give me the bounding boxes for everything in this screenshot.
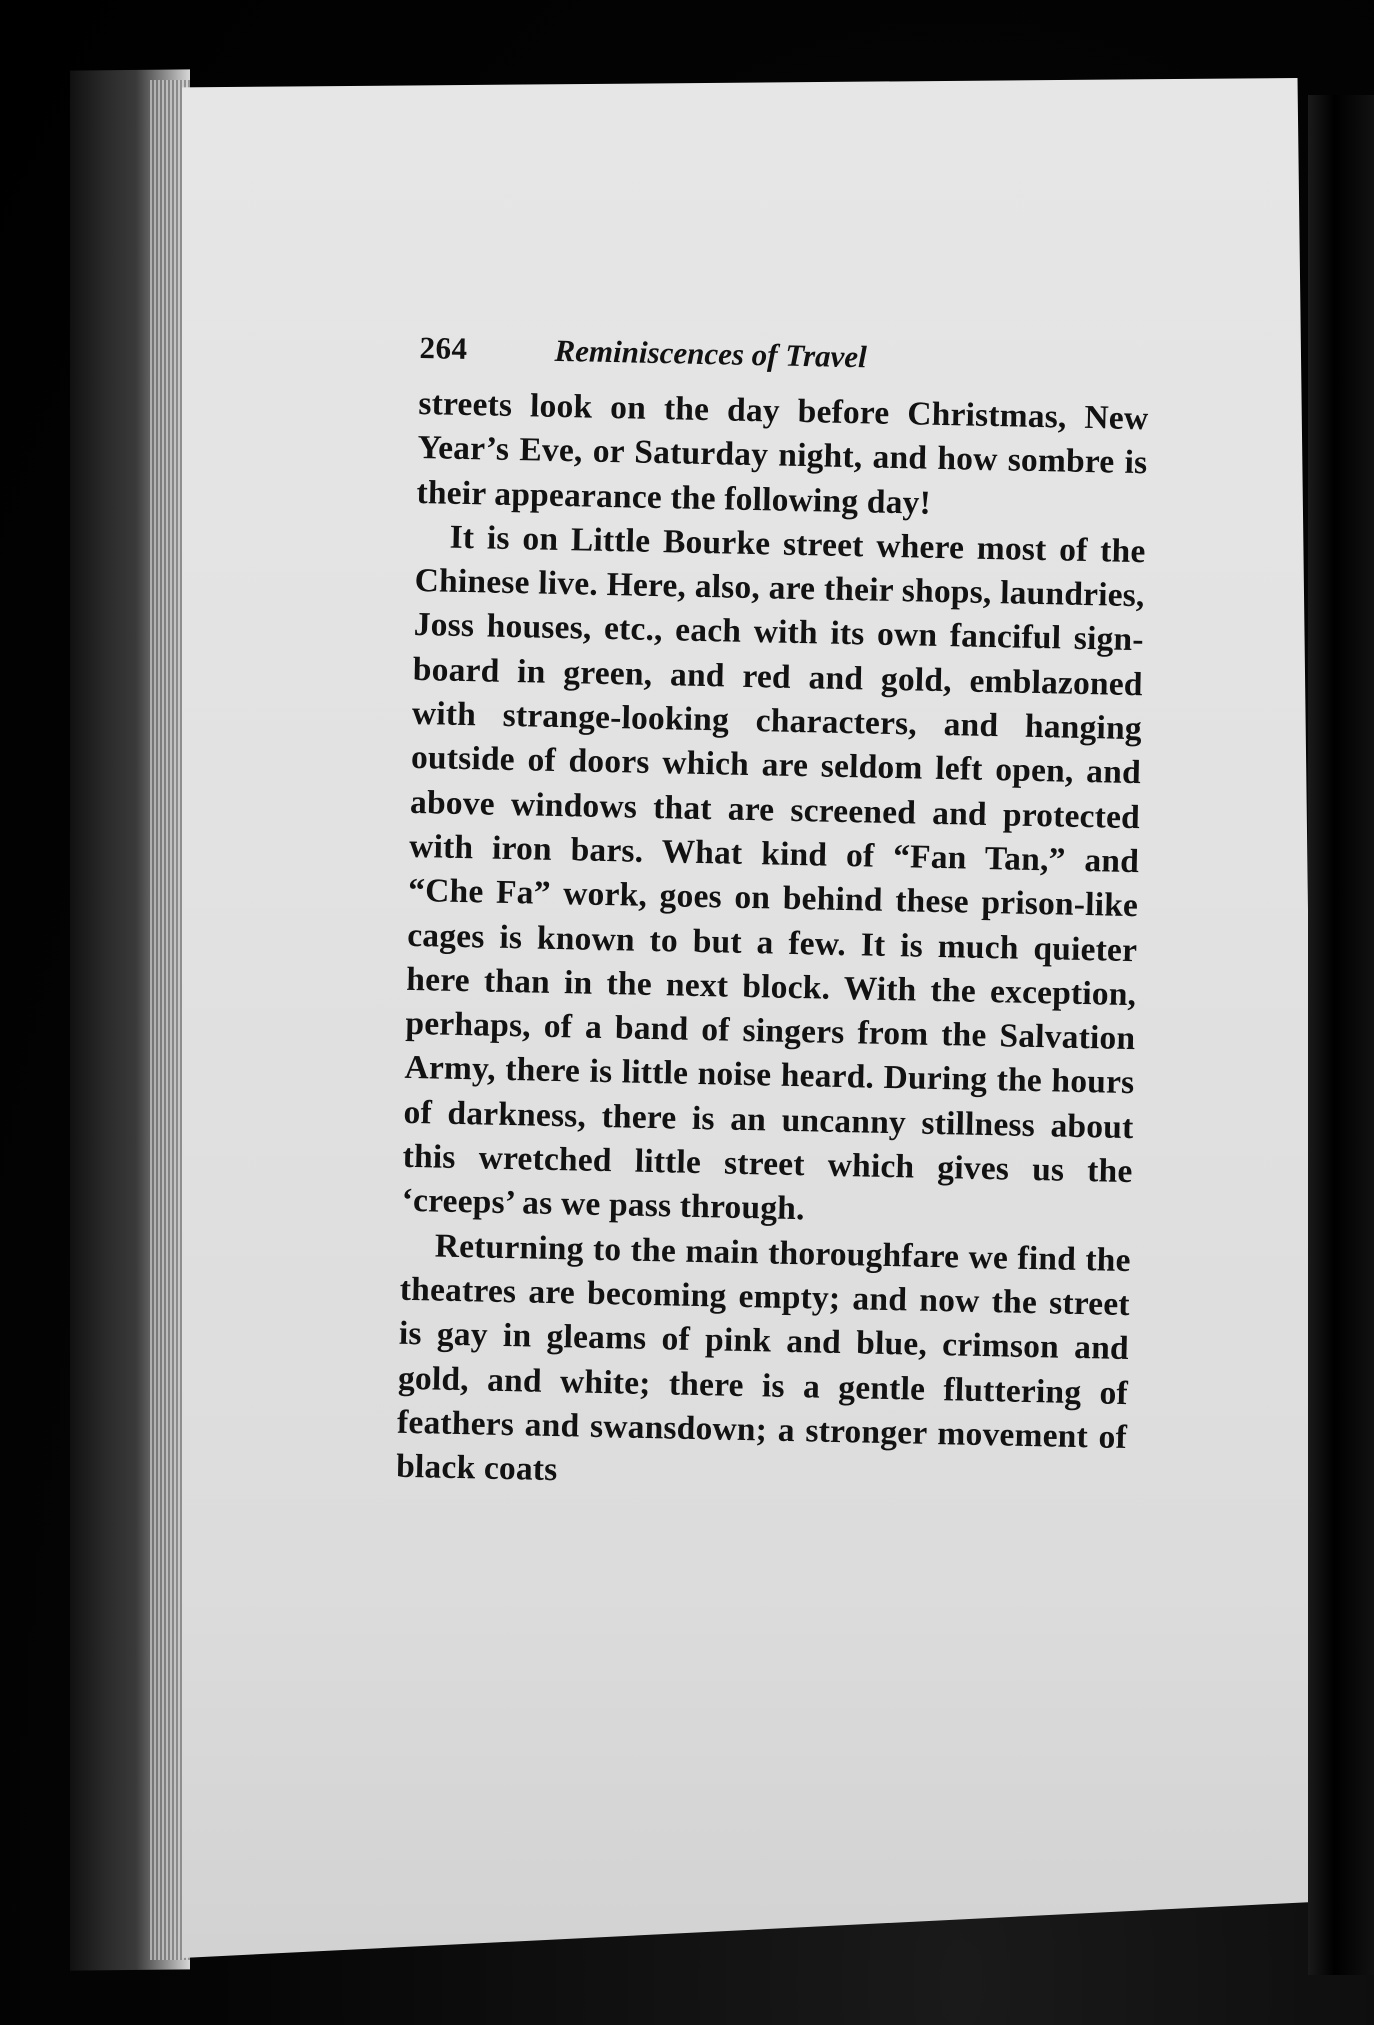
facing-page-shadow	[1308, 95, 1374, 1975]
page-number: 264	[419, 330, 468, 366]
page-content	[396, 330, 1150, 1504]
paragraph: streets look on the day before Christmas, New Year’s Eve, or Saturday night, and how sombre is their appearance the following day!	[416, 384, 1149, 522]
body-text	[396, 382, 1149, 1504]
paragraph: It is on Little Bourke street where most of the Chinese live. Here, also, are their shops, laundries, Joss houses, etc., each with its own fanciful sign-board in green, and red and gold, emblazoned with strange-looking characters, and hanging outside of doors which are seldom left open, and above windows that are screened and protected with iron bars. What kind of “Fan Tan,” and “Che Fa” work, goes on behind these prison-like cages is known to but a few. It is much quieter here than in the next block. With the exception, perhaps, of a band of singers from the Salvation Army, there is little noise heard. During the hours of darkness, there is an uncanny stillness about this wretched little street which gives us the ‘creeps’ as we pass through.	[401, 518, 1146, 1228]
running-head: Reminiscences of Travel	[554, 332, 868, 375]
paragraph: Returning to the main thoroughfare we find the theatres are becoming empty; and now the street is gay in gleams of pink and blue, crimson and gold, and white; there is a gentle fluttering of feathers and swansdown; a stronger movement of black coats	[395, 1227, 1132, 1489]
